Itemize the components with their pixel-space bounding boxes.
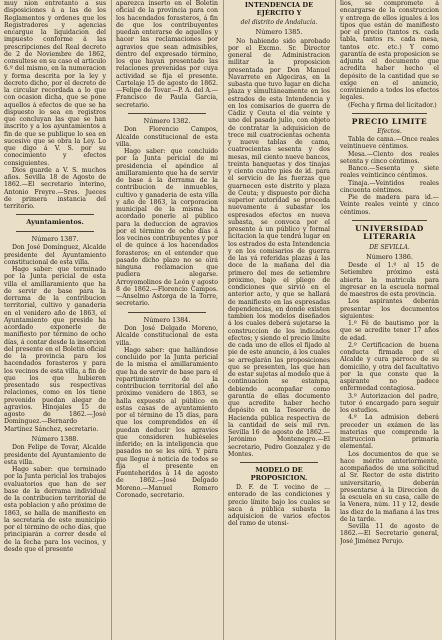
notice-number: Número 1384. — [143, 315, 191, 324]
section-heading: UNIVERSIDAD LITERARIA — [355, 223, 424, 242]
paragraph: Los documentos de que se hace mérito anteriormente, acompañados de una solicitud al Sr. Rector de este distrito universitario, deberán presentarse á la Direccion de la escuela en su casa, calle de la Venera, núm. 11 y 12, desde las diez de la mañana á las tres de la tarde. — [340, 450, 439, 523]
price-item: Banco.—Sesenta y siete reales veinticinco céntimos. — [340, 165, 439, 180]
paragraph: 4.º La admision deberá preceder un exámen de las materias que comprende la instruccion primaria elemental. — [340, 414, 439, 451]
column-rule — [335, 0, 336, 640]
paragraph: No habiendo sido aprobado por el Excmo. Sr. Director general de Administracion militar la proposicion presentada por Don Manuel Navarrete en Algeciras, en la subasta que tuvo lugar en dicha plaza y simultáneamente en los estrados de esta Intendencia y en los comisarios de guerra de Cádiz y Ceuta el dia veinte y uno del pasado julio, con objeto de contratar la adquisicion de trece mil cuatrocientas ochenta y nueve tablas de cama, cuatrocientas sesenta y dos mesas, mil ciento nueve bancos, treinta banquetas y dos tinajas y ciento cuatro pies de id. para el servicio de las fuerzas que guarnecen este distrito y plaza de Ceuta; y dispuesto por dicha superior autoridad se proceda nuevamente á subastar los espresados efectos en nueva subasta, se convoca por el presente á un público y formal licitacion la que tendrá lugar en los estrados de esta Intendencia y en los comisarios de guerra de las yá referidas plazas á las doce de la mañana del dia primero del mes de setiembre próximo, bajo el pliego de condiciones que sirvió en el anterior acto, y que se hallará de manifiesto en las espresadas dependencias, en donde existen tambien los modelos diseñados á los cuales deberá sujetarse la construccion de los indicados efectos; y siendo el precio límite de cada uno de ellos el fijado al pie de este anuncio, á los cuales se arreglarán las proposiciones que se presenten, las que han de estar sujetas al modelo que á continuacion se estampa, debiendo acompañar como garantía de ellas documento que acredite haber hecho depósito en la Tesorería de Hacienda pública respectiva de la cantidad de seis mil rvn. Sevilla 16 de agosto de 1862.—Jerónimo Montenegro.—El secretario, Pedro Gonzalez y de Montes. — [228, 37, 330, 458]
price-item: Tinaja.—Veintidos reales cincuenta céntimos. — [340, 179, 439, 194]
section-subheading: del distrito de Andalucía. — [240, 19, 318, 26]
divider — [16, 231, 94, 232]
section-heading: Ayuntamientos. — [26, 218, 84, 227]
section-heading: PRECIO LIMITE — [351, 116, 428, 126]
column-1 — [4, 0, 106, 640]
divider — [352, 113, 427, 114]
divider — [240, 462, 318, 463]
column-rule — [111, 0, 112, 640]
paragraph: lios, se compromete á encargarse de la construccion y entrega de ellos iguales á los tipos que están de manifiesto por el precio (tantos rs. cada tabla, tantos rs. cada mesa, tantos etc. etc.) Y como garantía de esta proposicion se adjunta el documento que acredita haber hecho el depósito de la cantidad que se exige en el anuncio, conviniendo a todos los efectos legales. — [340, 0, 439, 102]
paragraph: 2.º Certificacion de buena conducta firmada por el Alcalde y cura párroco de su domicilio, y otra del facultativo por la que conste que la aspirante no padece enfermedad contagiosa. — [340, 341, 439, 393]
paragraph: Don José Delgado Moreno, Alcalde constitucional de esta villa. — [116, 325, 218, 347]
paragraph: Hago saber: que hallándose concluido por la Junta pericial de la misma el amillaramiento que ha de servir de base para el repartimiento de la contribucion territorial del año próximo venidero de 1863, se halla expuesto al público en estas casas de ayuntamiento por el término de 15 días, para que los comprendidos en él puedan deducir los agravios que consideren hubiéseles inferido; en la inteligencia que pasados no se les oirá. Y para que llegue á noticia de todos se fija el presente en Fuenteheridos á 14 de agosto de 1862.—José Delgado Moreno.—Manuel Romero Coronado, secretario. — [116, 346, 218, 499]
notice-number: Número 1388. — [31, 434, 79, 443]
paragraph: 1.º Fé de bautismo por la que se acredite tener 17 años de edad. — [340, 320, 439, 342]
divider — [128, 113, 206, 114]
notice-number: Número 1382. — [143, 116, 191, 125]
column-3 — [228, 0, 330, 640]
section-heading: MODELO DE PROPOSICION. — [250, 466, 308, 482]
price-item: Tabla de cama.—Once reales veintinueve céntimos. — [340, 136, 439, 151]
paragraph: muy nion entretanto a sus disposiciones á a las de los Reglamentos y ordenes que los Registradores y agencias encargue la liquidacion del impuesto conforme á las prescripciones del Real decreto de 2 de Noviembre de 1862, consultese en su caso el articulo 6.º del mismo, en la numeracion y forma descrita por la ley y decreto dicho, por el decreto de la circular recordada a lo que con ocasion dicha, que se pone aquellos á efectos de que se ha dispuesto lo sea en registros que concluyan las que se han inscrito y a los ayuntamientos a fin de que se publique lo sea en sucesivo que se obra la Ley. Lo que digo á V. S. por su conocimiento y efectos consiguientes. — [4, 0, 106, 167]
notice-number: Número 1385. — [255, 28, 303, 36]
divider — [128, 312, 206, 313]
paragraph: Hago saber: que terminado por la Junta pericial de esta villa el amillaramiento que ha de servir de base para la derrama de la contribucion territorial, cultivo y ganaderia en el venidero año de 1863, el Ayuntamiento que preside ha acordado exponerle de manifiesto por término de ocho días, á contar desde la insercion del presente en el Boletin oficial de la provincia para los hacendados forasteros y para los vecinos de esta villa, a fin de que los que hubieren presentado sus respectivas relaciones, como en los tiene prevenido puedan alegar de agravios. Hinojales 15 de agosto de 1862.—José Domínguez.—Bernardo Martínez Sánchez, secretario. — [4, 266, 106, 433]
notice-number: Número 1386. — [366, 252, 413, 261]
column-rule — [223, 0, 224, 640]
divider — [352, 220, 427, 221]
section-heading: INTENDENCIA DE EJÉRCITO Y — [244, 1, 314, 17]
paragraph: Sevilla 11 de agosto de 1862.—El Secretario general, José Jiménez Perujo. — [340, 523, 439, 545]
paragraph: Dios guarde a V. S. muchos años. Sevilla 18 de Agosto de 1862.—El secretario interino, Antonio Freyre.—Sres. Jueces de primera instancia del territorio. — [4, 166, 106, 210]
paragraph: aparezca inserto en el Boletin oficial de la provincia para con los hacendados forasteros, á fin de que los contribuyentes puedan enterarse de aquellos y hacer las reclamaciones por agravios que sean admisibles, dentro del expresado término, los que hayan presentado las relaciones prevenidas por cuya actividad se fija el presente. Cartelaje 15 de agosto de 1862.—Felipe de Tovar.—P. A. del A.—Francisco de Paula García, secretario. — [116, 0, 218, 109]
paragraph: Los aspirantes deberán presentar los documentos siguientes: — [340, 298, 439, 320]
paragraph: Don Felipe de Tovar, Alcalde presidente del Ayuntamiento de esta villa. — [4, 444, 106, 466]
paragraph: (Fecha y firma del licitador.) — [348, 101, 437, 109]
section-subheading: Efectos. — [377, 128, 402, 136]
column-4 — [340, 0, 439, 640]
paragraph: Don José Domínguez, Alcalde presidente del Ayuntamiento constitucional de esta villa. — [4, 244, 106, 266]
paragraph: Don Florencio Campos, Alcalde constitucional de esta villa. — [116, 126, 218, 148]
paragraph: D. F. de T. vecino de ... enterado de las condiciones y precio límite bajo los cuales se saca á pública subasta la adquisicion de varios efectos del ramo de utensi- — [228, 484, 330, 528]
paragraph: Hago saber: que concluido por la Junta pericial de mi presidencia el apéndice al amillaramiento que ha de servir de base á la derrama de la contribucion de inmuebles, cultivo y ganaderia de esta villa y año de 1863, la corporacion municipal de la misma ha acordado ponerle al público para la deduccion de agravios por el término de ocho días á los vecinos contribuyentes y por el de quince á los hacendados forasteros; en el entender que pasado dicho plazo no se oirá ninguna reclamacion que pudiera alegarse. Arroyomolinos de León y agosto 8 de 1862.—Florencio Campos.—Anselmo Astorga de la Torre, secretario. — [116, 148, 218, 308]
divider — [16, 214, 94, 215]
price-item: Mesa.—Ciento dos reales setenta y cinco céntimos. — [340, 150, 439, 165]
notice-number: Número 1387. — [31, 234, 79, 243]
paragraph: Hago saber: que terminado por la Junta pericial los trabajos evaluatorios que han de ser base de la derrama individual de la contribucion territorial de esta poblacion y año próximo de 1863, se halla de manifiesto en la secretaría de este municipio por el término de ocho días, que principiarán a correr desde el de la fecha para los vecinos, y desde que el presente — [4, 466, 106, 553]
column-2 — [116, 0, 218, 640]
paragraph: Desde el 1.º al 15 de Setiembre próximo está abierta la matricula para ingresar en la escuela normal de maestros de esta provincia. — [340, 262, 439, 299]
section-subheading: DE SEVILLA. — [369, 243, 410, 251]
price-item: Pie de madera para id.—Veinte reales veinte y cinco céntimos. — [340, 194, 439, 216]
paragraph: 3.º Autorizacion del padre, tutor ó encargado para seguir los estudios. — [340, 392, 439, 415]
